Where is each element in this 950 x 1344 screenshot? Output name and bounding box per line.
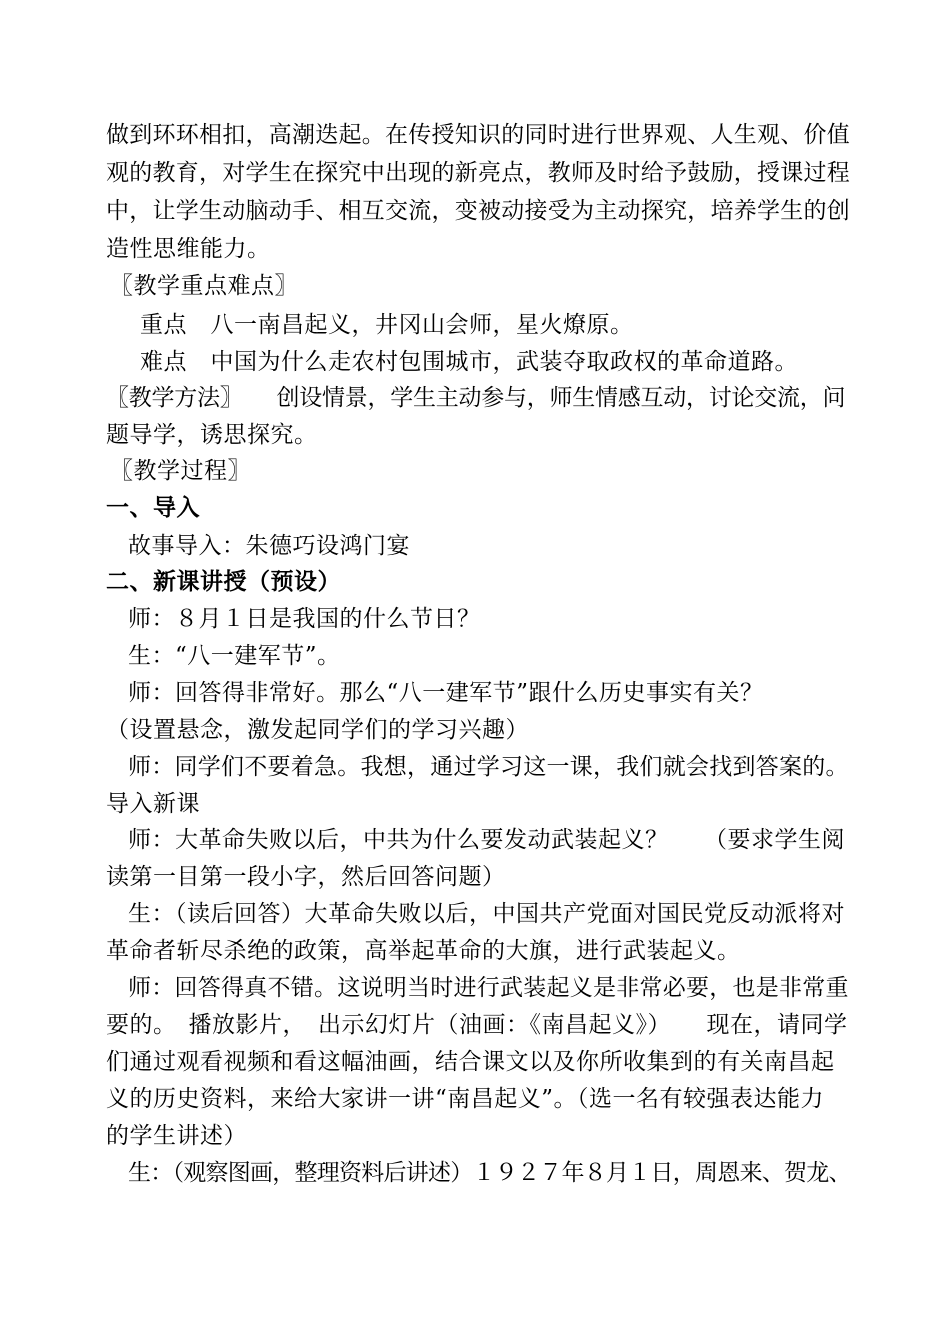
difficult-point-line: 难点 中国为什么走农村包围城市，武装夺取政权的革命道路。 xyxy=(140,349,798,375)
paragraph-line: 造性思维能力。 xyxy=(106,236,271,262)
paragraph-line: 们通过观看视频和看这幅油画，结合课文以及你所收集到的有关南昌起 xyxy=(106,1049,835,1075)
paragraph-line: 革命者斩尽杀绝的政策，高举起革命的大旗，进行武装起义。 xyxy=(106,938,741,964)
paragraph-line: 导入新课 xyxy=(106,791,200,817)
dialogue-line: 师：回答得非常好。那么“八一建军节”跟什么历史事实有关？ xyxy=(128,680,764,706)
paragraph-line: 的学生讲述） xyxy=(106,1123,247,1149)
heading-introduction: 一、导入 xyxy=(106,494,200,521)
paragraph-line: 义的历史资料，来给大家讲一讲“南昌起义”。（选一名有较强表达能力 xyxy=(106,1086,825,1112)
paragraph-line: 要的。 播放影片， 出示幻灯片（油画：《南昌起义》） 现在，请同学 xyxy=(106,1012,848,1038)
paragraph-line: 中，让学生动脑动手、相互交流，变被动接受为主动探究，培养学生的创 xyxy=(106,198,850,224)
paragraph-line: 读第一目第一段小字，然后回答问题） xyxy=(106,864,506,890)
heading-new-lesson: 二、新课讲授（预设） xyxy=(106,568,341,595)
section-heading-teaching-process: 〖教学过程〗 xyxy=(110,458,251,484)
teaching-method-line: 〖教学方法〗 创设情景，学生主动参与，师生情感互动，讨论交流，问 xyxy=(106,385,846,411)
section-heading-key-points: 〖教学重点难点〗 xyxy=(110,273,298,299)
dialogue-line: 生：“八一建军节”。 xyxy=(128,643,341,669)
key-point-line: 重点 八一南昌起义，井冈山会师，星火燎原。 xyxy=(140,312,634,338)
paragraph-line: （设置悬念，激发起同学们的学习兴趣） xyxy=(106,717,529,743)
dialogue-line: 师：回答得真不错。这说明当时进行武装起义是非常必要，也是非常重 xyxy=(128,975,849,1001)
story-introduction-line: 故事导入：朱德巧设鸿门宴 xyxy=(128,533,410,559)
paragraph-line: 题导学，诱思探究。 xyxy=(106,422,318,448)
paragraph-line: 做到环环相扣，高潮迭起。在传授知识的同时进行世界观、人生观、价值 xyxy=(106,122,850,148)
dialogue-line: 师：大革命失败以后，中共为什么要发动武装起义？ （要求学生阅 xyxy=(128,827,845,853)
dialogue-line: 师：８月１日是我国的什么节日？ xyxy=(128,606,481,632)
dialogue-line: 生：（读后回答）大革命失败以后，中国共产党面对国民党反动派将对 xyxy=(128,901,845,927)
paragraph-line: 观的教育，对学生在探究中出现的新亮点，教师及时给予鼓励，授课过程 xyxy=(106,160,850,186)
dialogue-line: 师：同学们不要着急。我想，通过学习这一课，我们就会找到答案的。 xyxy=(128,754,849,780)
dialogue-line: 生：（观察图画，整理资料后讲述）１９２７年８月１日，周恩来、贺龙、 xyxy=(128,1160,851,1186)
